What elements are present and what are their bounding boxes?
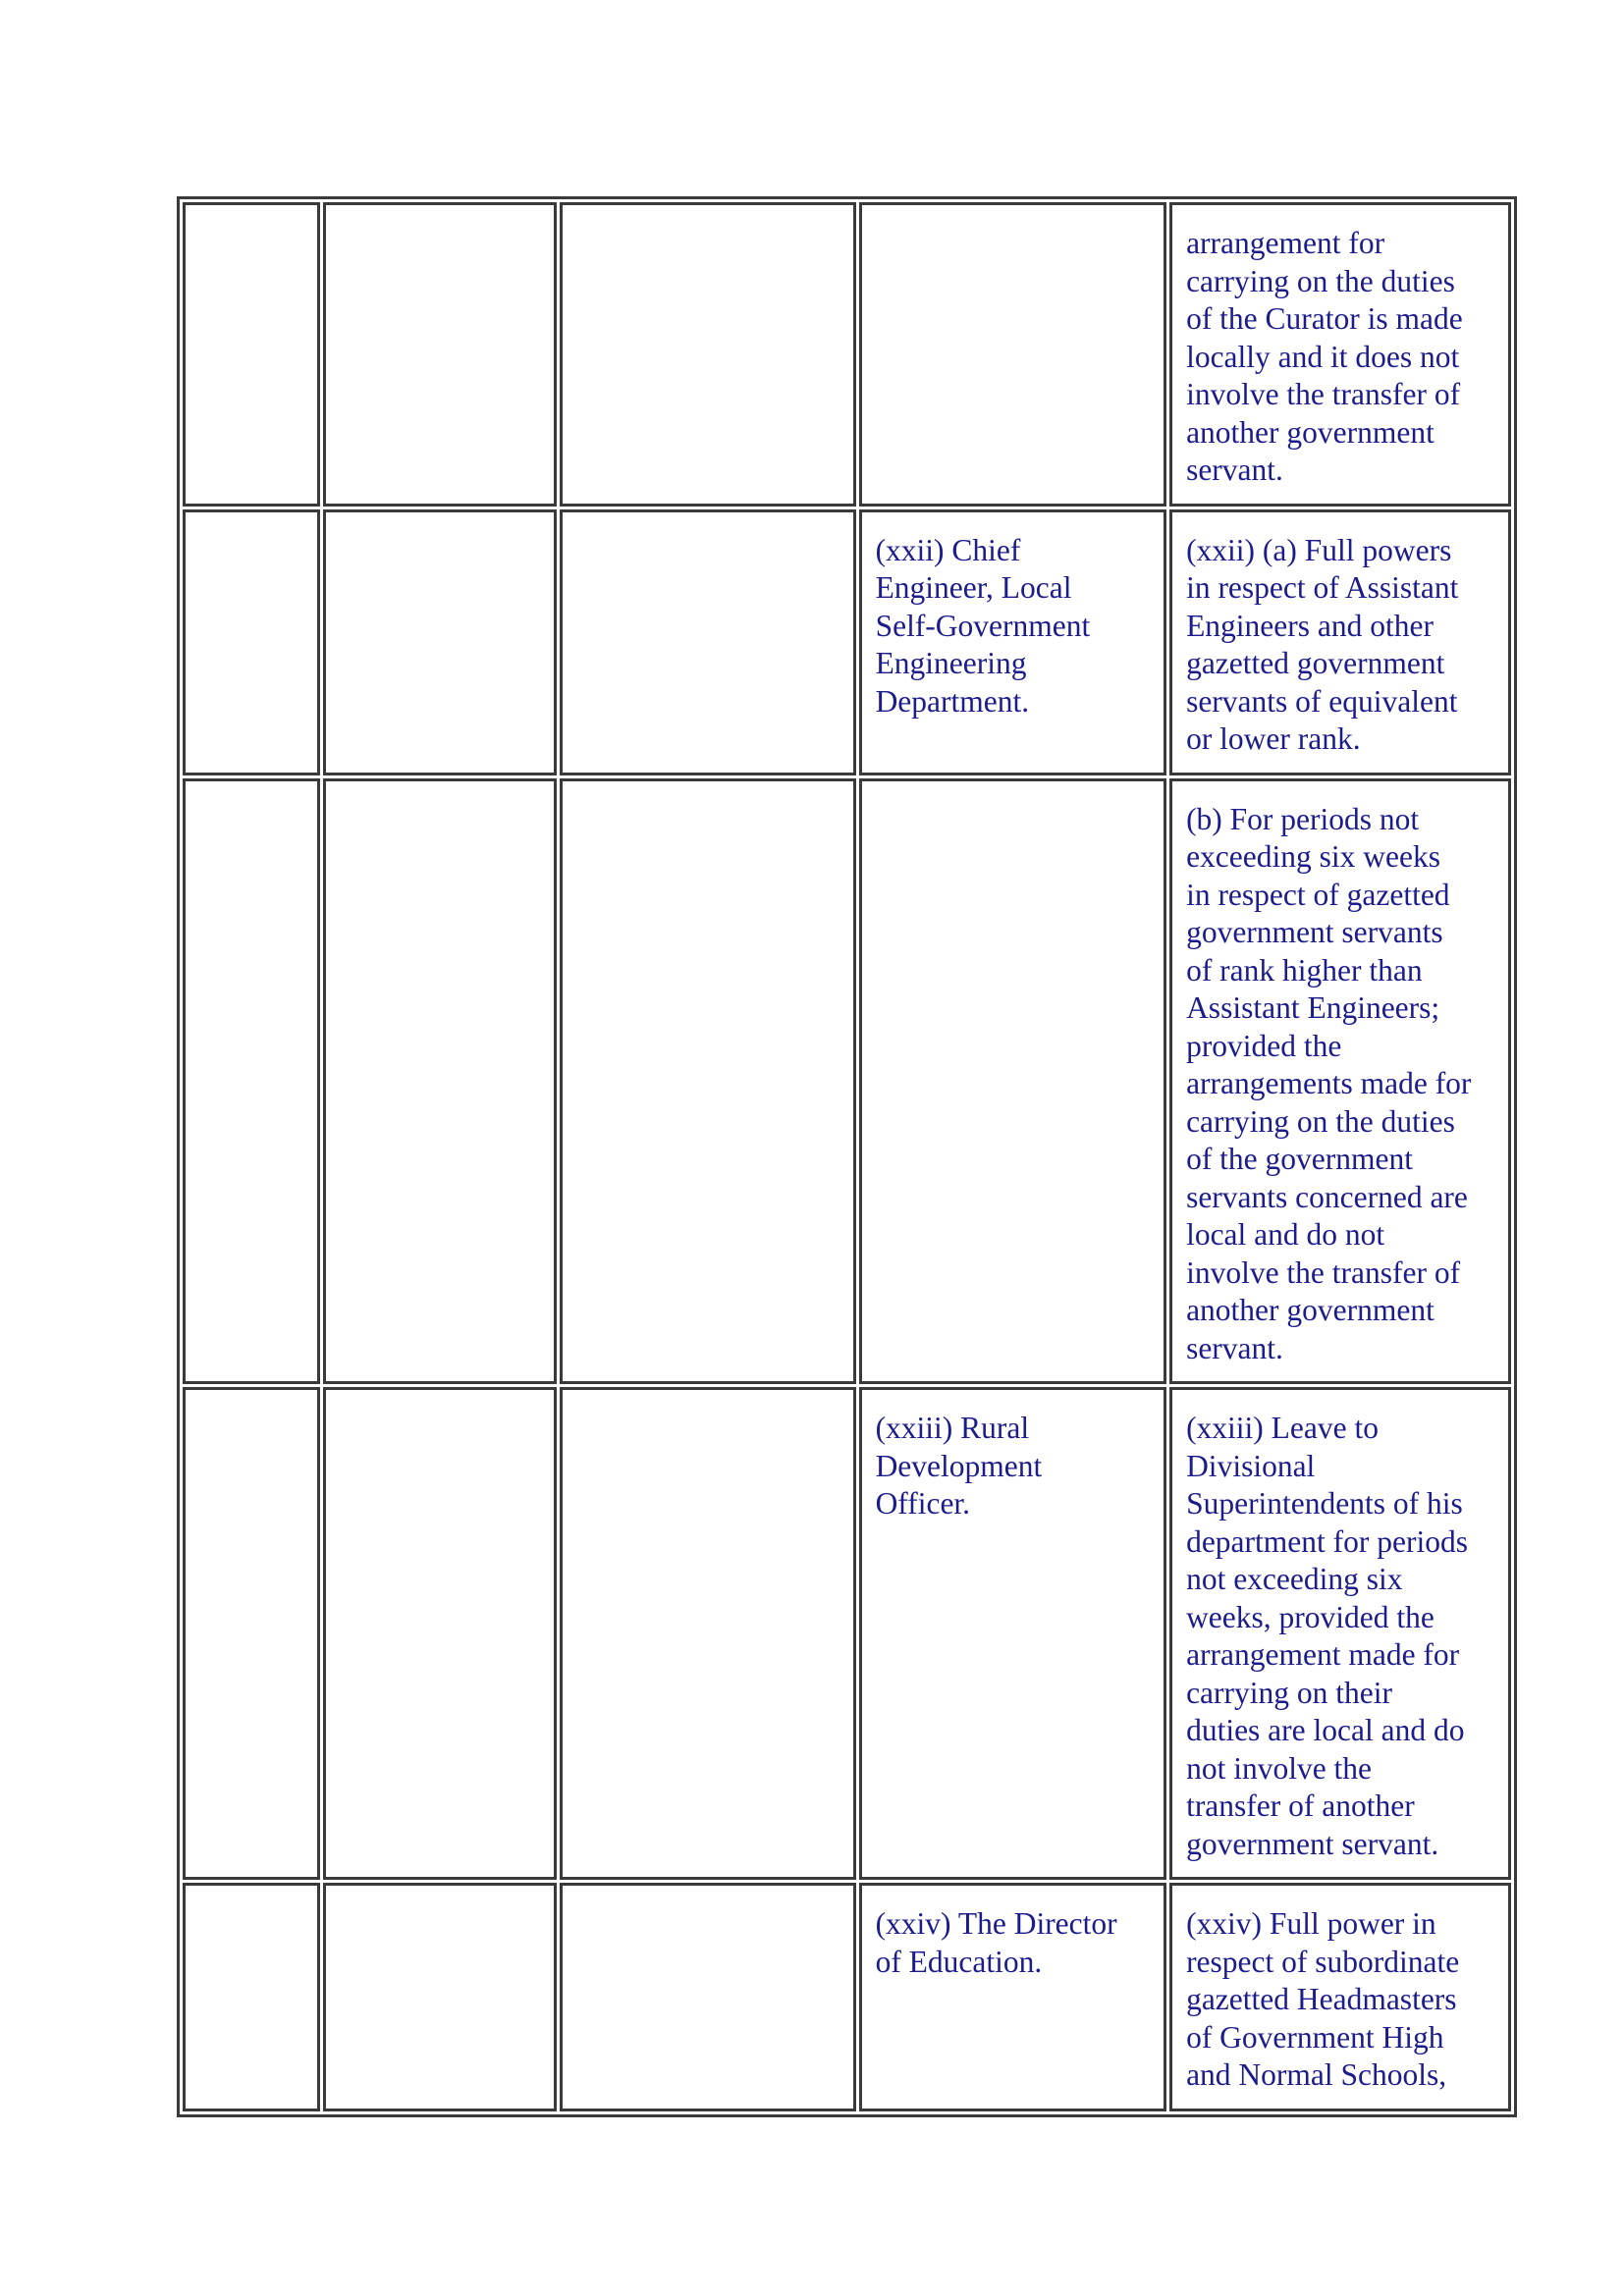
empty-cell — [323, 778, 558, 1385]
table-row — [183, 509, 1511, 775]
empty-cell — [323, 202, 558, 507]
empty-cell — [323, 509, 558, 775]
empty-cell — [183, 778, 320, 1385]
empty-cell — [560, 1883, 855, 2111]
authority-cell: (xxii) Chief Engineer, Local Self-Government Engineering Department. — [859, 509, 1167, 775]
empty-cell — [560, 778, 855, 1385]
empty-cell — [323, 1883, 558, 2111]
authority-cell — [859, 202, 1167, 507]
empty-cell — [323, 1387, 558, 1880]
table-row — [183, 1387, 1511, 1880]
authority-cell — [859, 778, 1167, 1385]
powers-cell: (xxiv) Full power in respect of subordinate gazetted Headmasters of Government High and Normal Schools, — [1169, 1883, 1511, 2111]
table-row — [183, 1883, 1511, 2111]
authority-cell: (xxiii) Rural Development Officer. — [859, 1387, 1167, 1880]
empty-cell — [560, 1387, 855, 1880]
empty-cell — [560, 509, 855, 775]
powers-cell: (b) For periods not exceeding six weeks in respect of gazetted government servants of rank higher than Assistant Engineers; provided the arrangements made for carrying on the duties of the government servants concerned are local and do not involve the transfer of another government servant. — [1169, 778, 1511, 1385]
authority-cell: (xxiv) The Director of Education. — [859, 1883, 1167, 2111]
table-row — [183, 778, 1511, 1385]
empty-cell — [183, 509, 320, 775]
empty-cell — [183, 202, 320, 507]
powers-cell: (xxiii) Leave to Divisional Superintendents of his department for periods not exceeding six weeks, provided the arrangement made for carrying on their duties are local and do not involve the transfer of another government servant. — [1169, 1387, 1511, 1880]
powers-cell: arrangement for carrying on the duties of the Curator is made locally and it does not involve the transfer of another government servant. — [1169, 202, 1511, 507]
empty-cell — [183, 1387, 320, 1880]
empty-cell — [560, 202, 855, 507]
powers-cell: (xxii) (a) Full powers in respect of Assistant Engineers and other gazetted government servants of equivalent or lower rank. — [1169, 509, 1511, 775]
table-row — [183, 202, 1511, 507]
leave-powers-table — [177, 196, 1517, 2117]
empty-cell — [183, 1883, 320, 2111]
